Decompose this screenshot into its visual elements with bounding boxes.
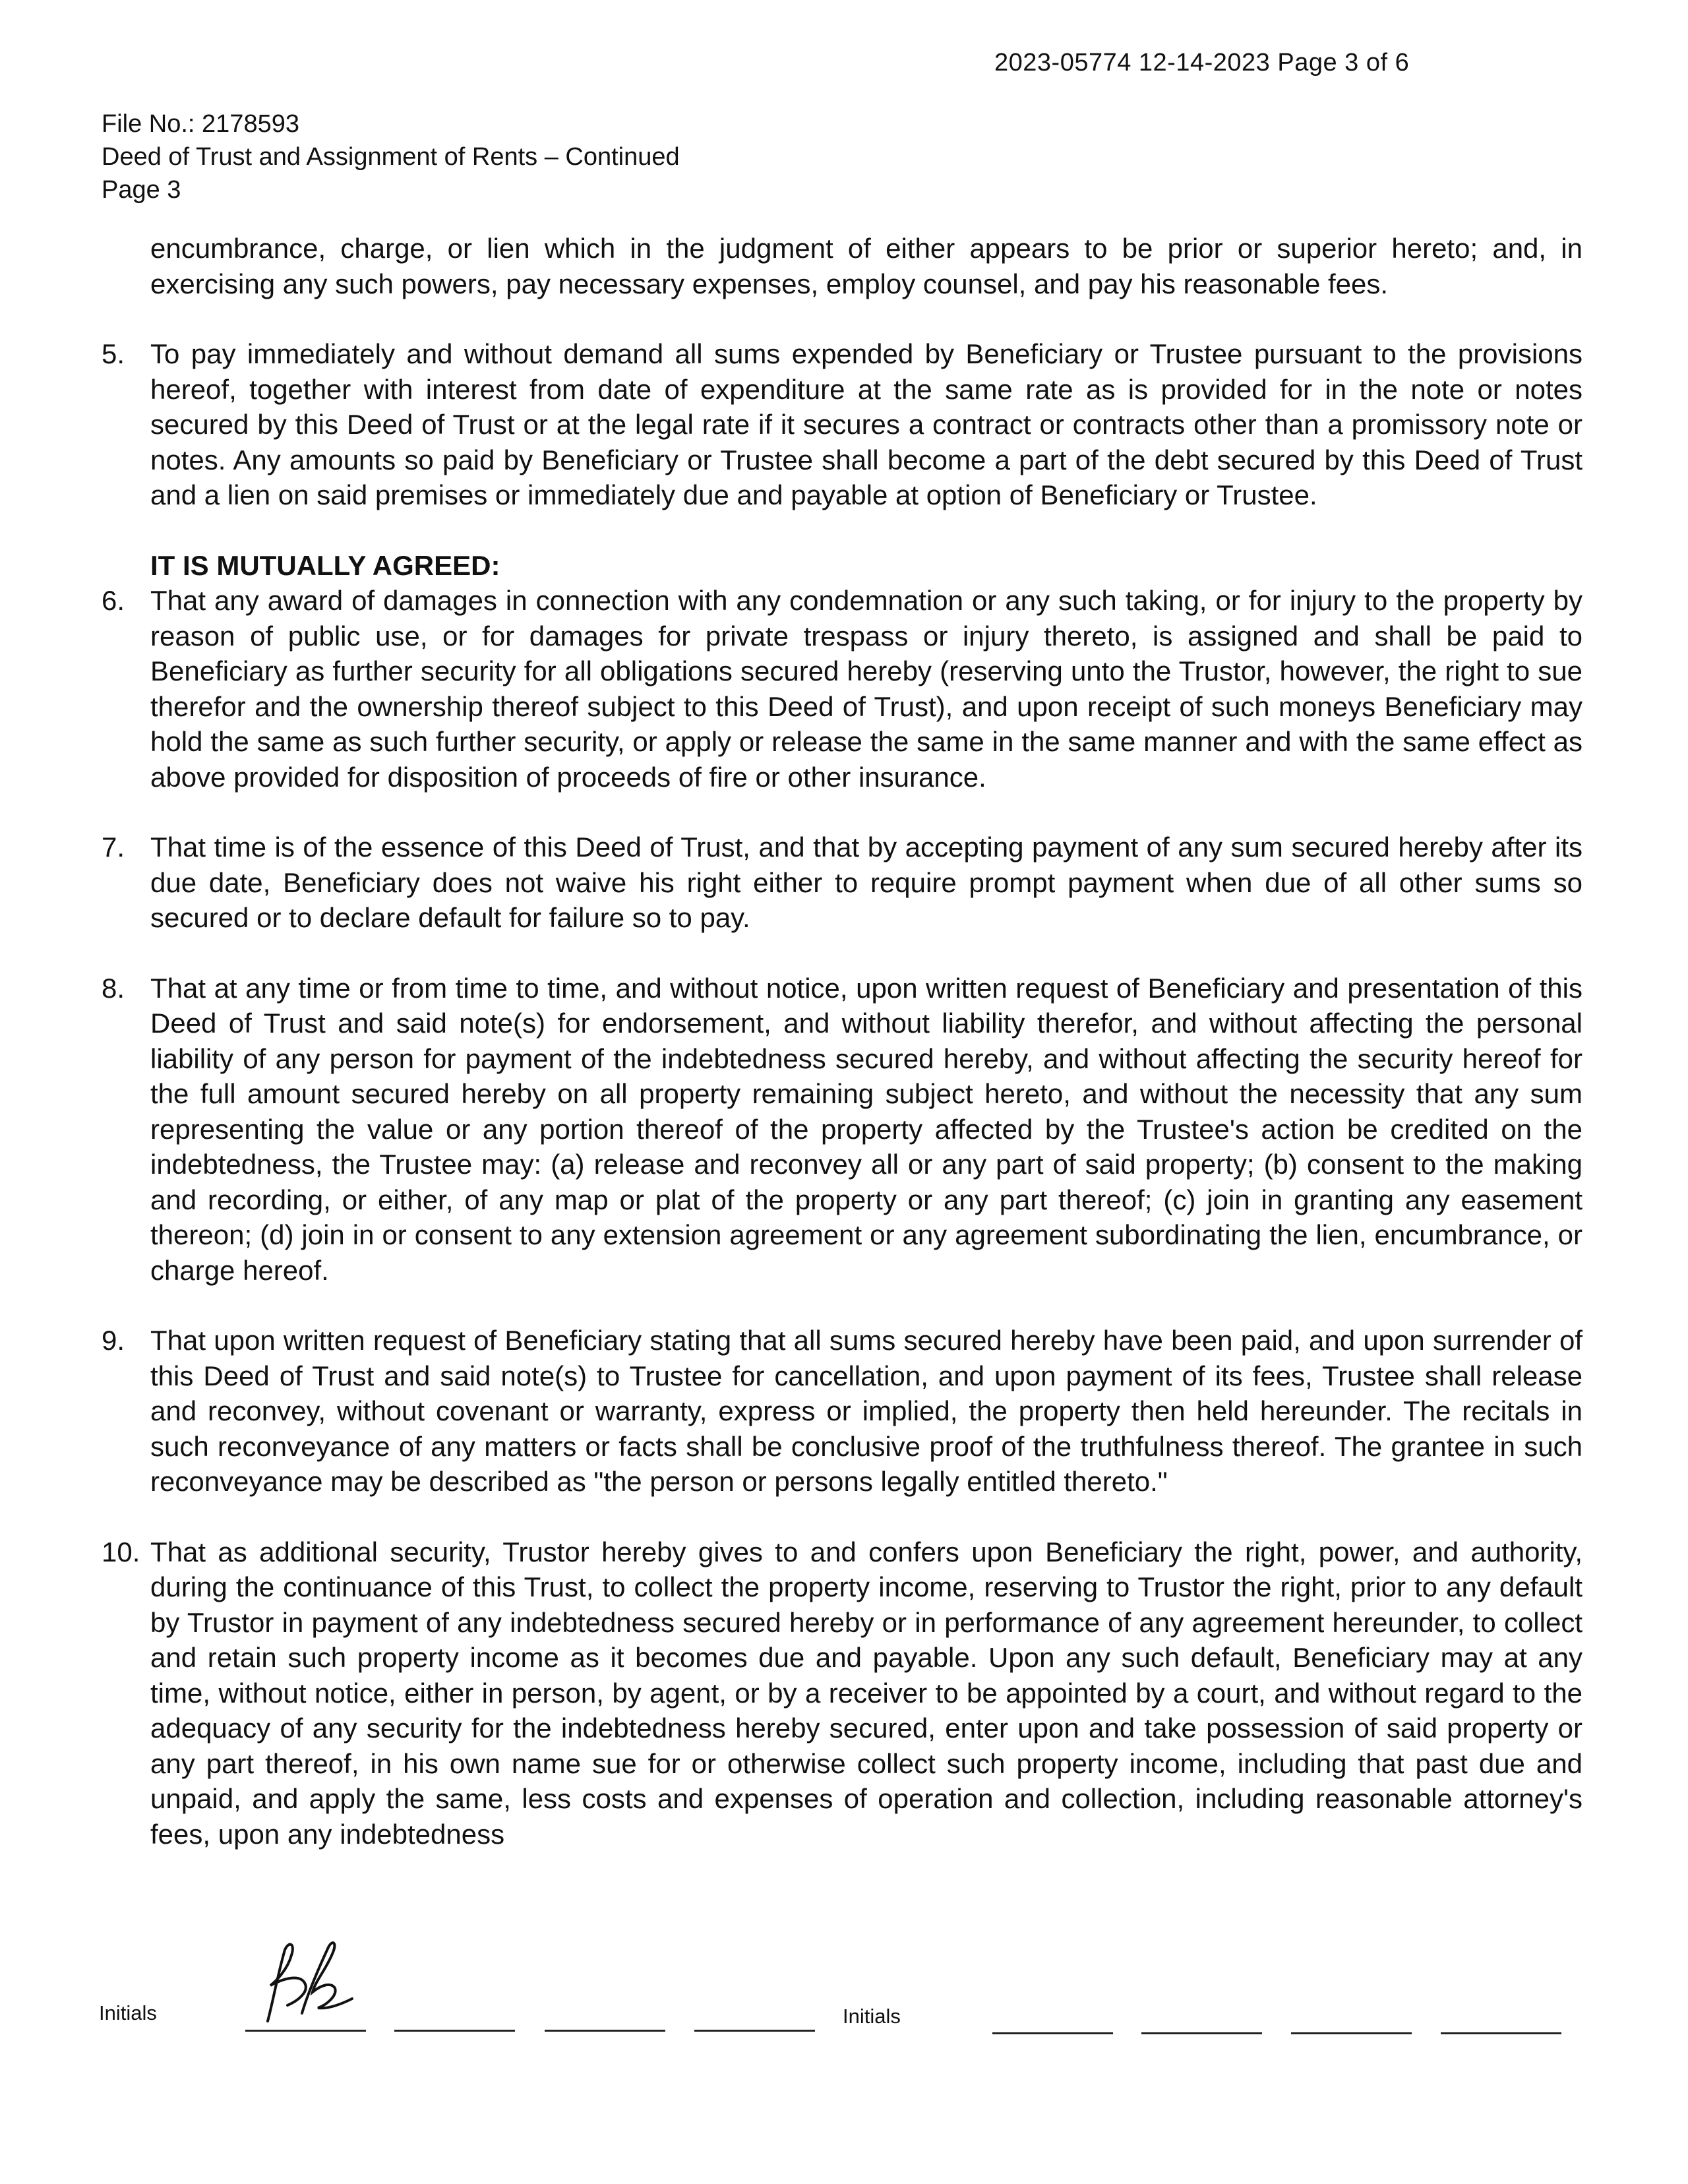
initials-line[interactable] — [245, 2030, 366, 2032]
clause-6 — [102, 583, 1582, 795]
clause-text: That upon written request of Beneficiary stating that all sums secured hereby have been paid, and upon surrender of this Deed of Trust and said note(s) to Trustee for cancellation, and upon payment of its fees, Trustee shall release and reconvey, without covenant or warranty, express or implied, the property then held hereunder. The recitals in such reconveyance of any matters or facts shall be conclusive proof of the truthfulness thereof. The grantee in such reconveyance may be described as "the person or persons legally entitled thereto." — [150, 1325, 1582, 1497]
clause-number: 5. — [102, 338, 125, 369]
clause-text: To pay immediately and without demand all sums expended by Beneficiary or Trustee pursuant to the provisions hereof, together with interest from date of expenditure at the same rate as is provided for in the note or notes secured by this Deed of Trust or at the legal rate if it secures a contract or contracts other than a promissory note or notes. Any amounts so paid by Beneficiary or Trustee shall become a part of the debt secured by this Deed of Trust and a lien on said premises or immediately due and payable at option of Beneficiary or Trustee. — [150, 338, 1582, 510]
clause-text: That any award of damages in connection with any condemnation or any such taking, or for injury to the property by reason of public use, or for damages for private trespass or injury thereto, is assigned and shall be paid to Beneficiary as further security for all obligations secured hereby (reserving unto the Trustor, however, the right to sue therefor and the ownership thereof subject to this Deed of Trust), and upon receipt of such moneys Beneficiary may hold the same as such further security, or apply or release the same in the same manner and with the same effect as above provided for disposition of proceeds of fire or other insurance. — [150, 585, 1582, 793]
clause-number: 8. — [102, 972, 125, 1004]
initials-line[interactable] — [992, 2032, 1113, 2034]
mutually-agreed-heading: IT IS MUTUALLY AGREED: — [150, 549, 500, 581]
document-title: Deed of Trust and Assignment of Rents – Continued — [102, 143, 680, 171]
file-number: File No.: 2178593 — [102, 110, 299, 138]
initials-line[interactable] — [545, 2030, 665, 2032]
document-header — [102, 107, 680, 206]
initials-line[interactable] — [394, 2030, 515, 2032]
clause-text: That time is of the essence of this Deed of Trust, and that by accepting payment of any sum secured hereby after its due date, Beneficiary does not waive his right either to require prompt payment when due of all other sums so secured or to declare default for failure so to pay. — [150, 832, 1582, 933]
page-label: Page 3 — [102, 176, 181, 204]
initials-line[interactable] — [1291, 2032, 1412, 2034]
initials-label-right: Initials — [843, 2005, 901, 2028]
clause-7 — [102, 830, 1582, 936]
continuation-paragraph: encumbrance, charge, or lien which in the judgment of either appears to be prior or superior hereto; and, in exercising any such powers, pay necessary expenses, employ counsel, and pay his reasonable fees. — [150, 233, 1582, 299]
initials-line[interactable] — [694, 2030, 815, 2032]
initials-label-left: Initials — [99, 2001, 157, 2024]
clause-number: 6. — [102, 585, 125, 616]
clause-10 — [102, 1534, 1582, 1852]
recording-stamp: 2023-05774 12-14-2023 Page 3 of 6 — [994, 49, 1410, 76]
initials-line[interactable] — [1141, 2032, 1262, 2034]
clause-text: That at any time or from time to time, and without notice, upon written request of Beneficiary and presentation of this Deed of Trust and said note(s) for endorsement, and without liability therefor, and without affecting the personal liability of any person for payment of the indebtedness secured hereby, and without affecting the security hereof for the full amount secured hereby on all property remaining subject hereto, and without the necessity that any sum representing the value or any portion thereof of the property affected by the Trustee's action be credited on the indebtedness, the Trustee may: (a) release and reconvey all or any part of said property; (b) consent to the making and recording, or either, of any map or plat of the property or any part thereof; (c) join in granting any easement thereon; (d) join in or consent to any extension agreement or any agreement subordinating the lien, encumbrance, or charge hereof. — [150, 972, 1582, 1286]
document-body — [102, 231, 1582, 1887]
clause-5 — [102, 336, 1582, 513]
clause-number: 7. — [102, 832, 125, 863]
clause-9 — [102, 1323, 1582, 1500]
clause-number: 10. — [102, 1536, 140, 1567]
clause-number: 9. — [102, 1325, 125, 1356]
clause-text: That as additional security, Trustor hereby gives to and confers upon Beneficiary the right, power, and authority, during the continuance of this Trust, to collect the property income, reserving to Trustor the right, prior to any default by Trustor in payment of any indebtedness secured hereby or in performance of any agreement hereunder, to collect and retain such property income as it becomes due and payable. Upon any such default, Beneficiary may at any time, without notice, either in person, by agent, or by a receiver to be appointed by a court, and without regard to the adequacy of any security for the indebtedness hereby secured, enter upon and take possession of said property or any part thereof, in his own name sue for or otherwise collect such property income, including that past due and unpaid, and apply the same, less costs and expenses of operation and collection, including reasonable attorney's fees, upon any indebtedness — [150, 1536, 1582, 1850]
initials-line[interactable] — [1441, 2032, 1561, 2034]
clause-8 — [102, 971, 1582, 1289]
handwritten-initials-signature — [241, 1935, 373, 2028]
